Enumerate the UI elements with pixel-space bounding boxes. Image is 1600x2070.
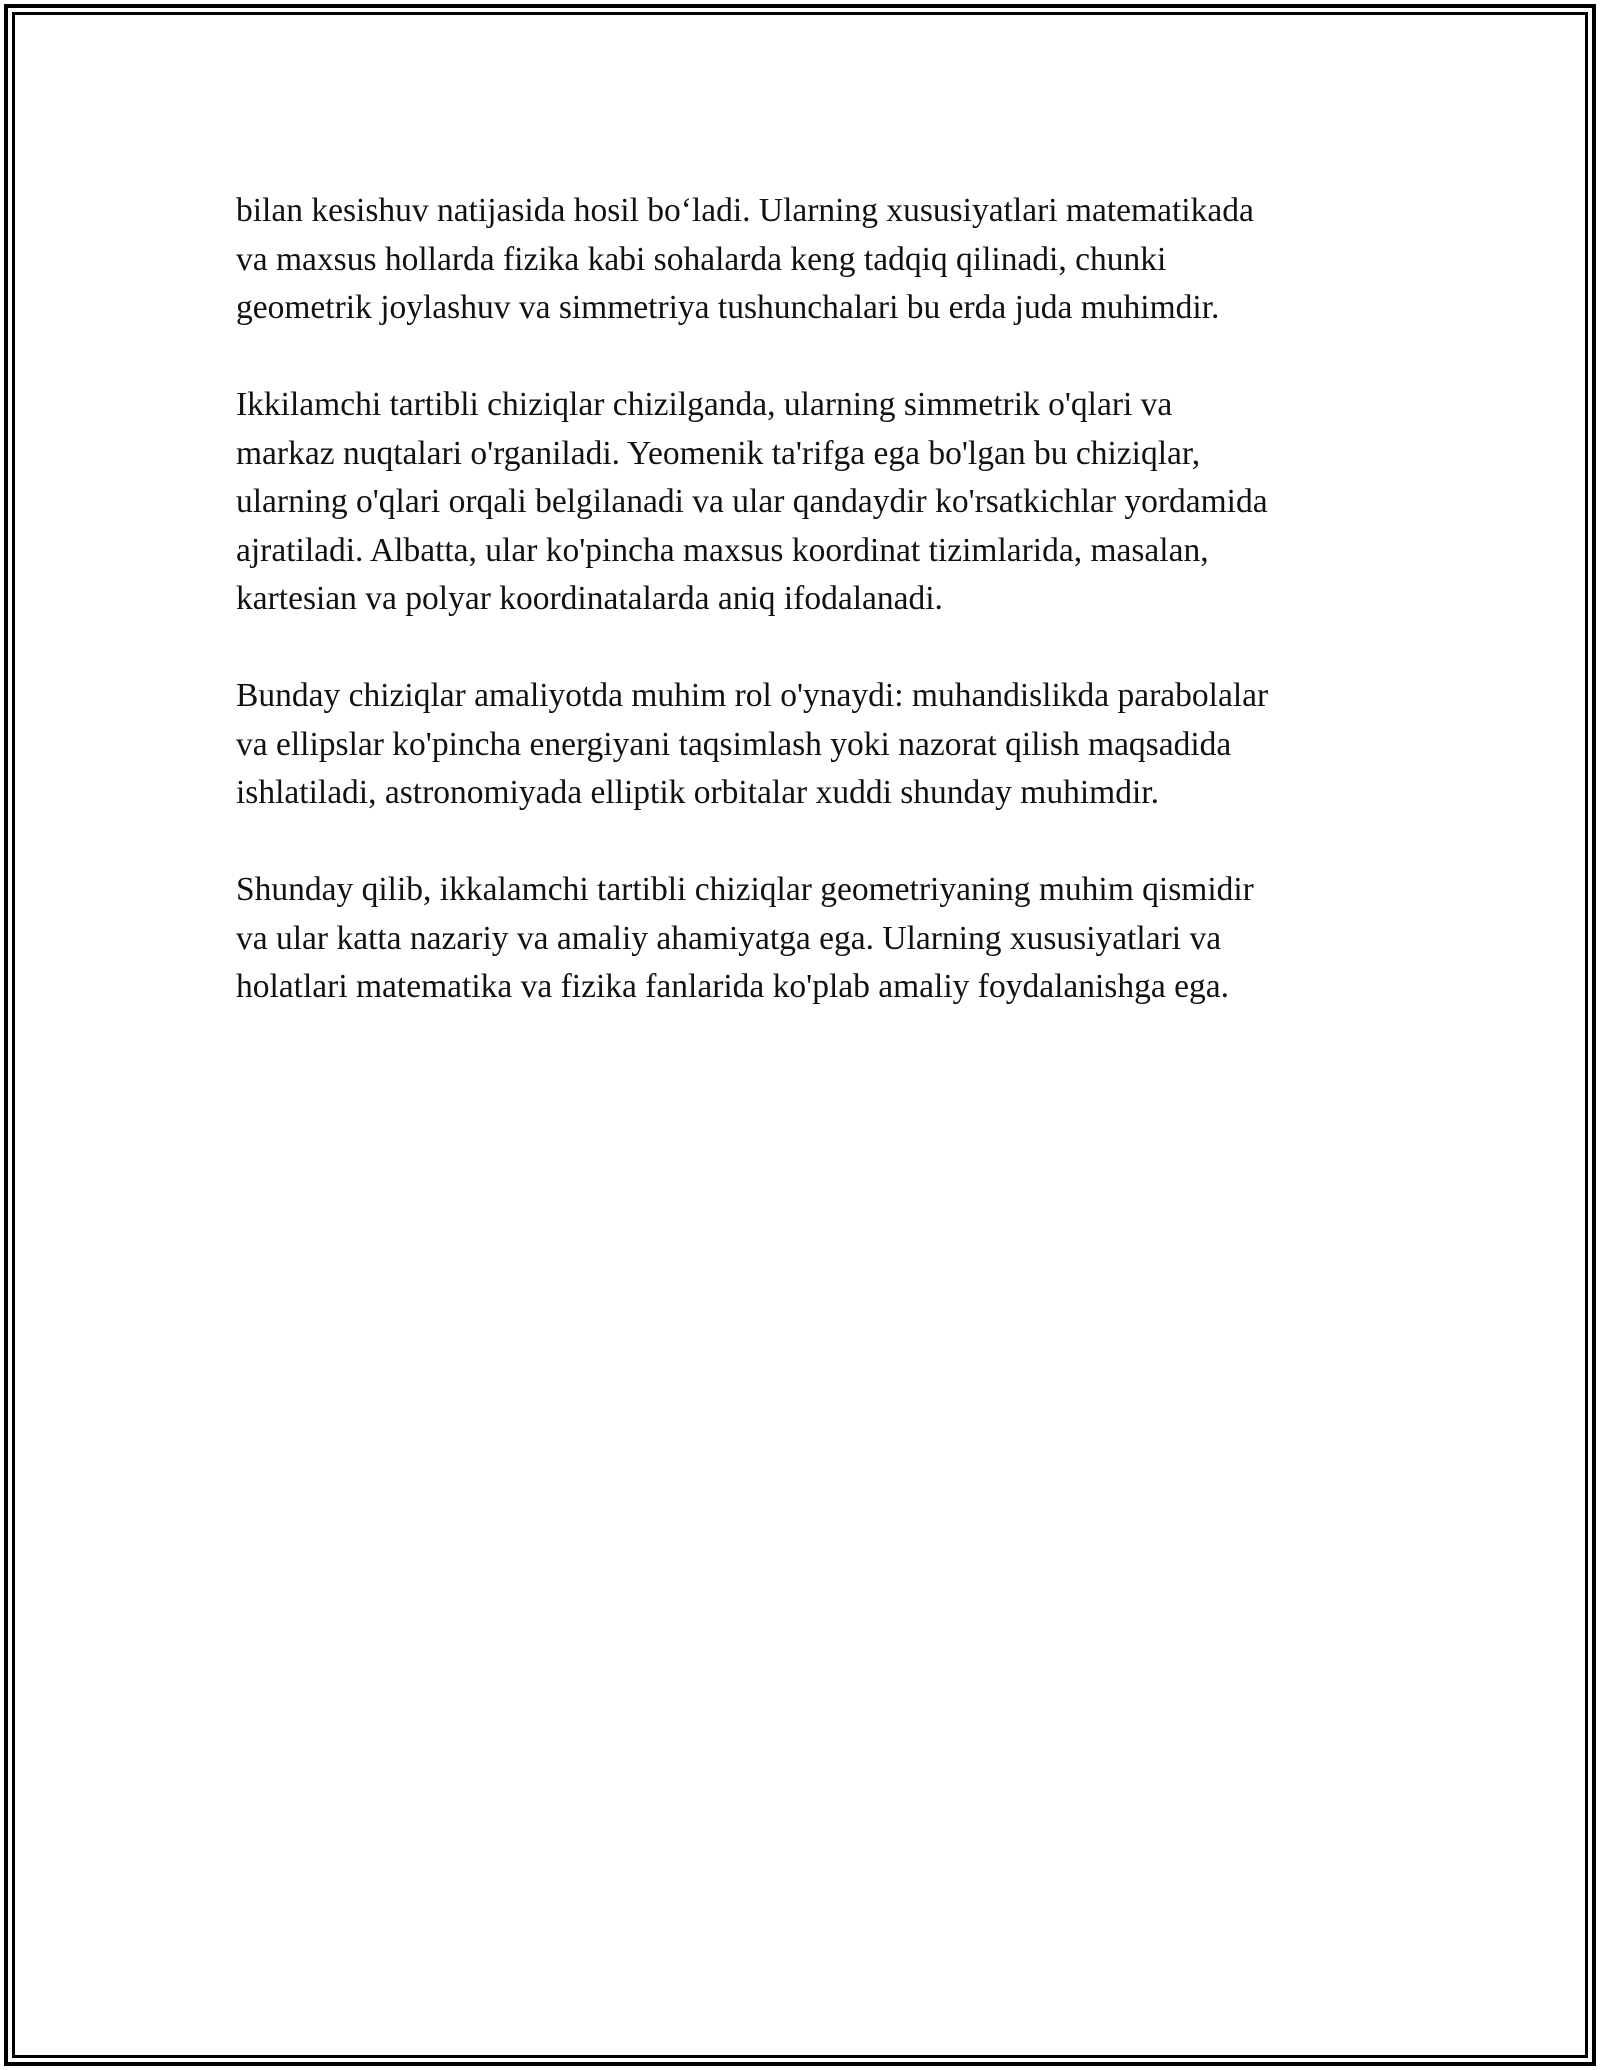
text-line: Shunday qilib, ikkalamchi tartibli chiziqlar geometriyaning muhim qismidir <box>236 871 1254 908</box>
text-line: holatlari matematika va fizika fanlarida ko'plab amaliy foydalanishga ega. <box>236 968 1229 1005</box>
text-line: va maxsus hollarda fizika kabi sohalarda keng tadqiq qilinadi, chunki <box>236 240 1167 278</box>
document-body <box>236 187 1396 1060</box>
paragraph-4 <box>236 866 1396 1012</box>
text-line: va ellipslar ko'pincha energiyani taqsimlash yoki nazorat qilish maqsadida <box>236 725 1232 763</box>
text-line: ishlatiladi, astronomiyada elliptik orbitalar xuddi shunday muhimdir. <box>236 774 1159 811</box>
paragraph-3 <box>236 672 1396 818</box>
text-line: bilan kesishuv natijasida hosil bo‘ladi. Ularning xususiyatlari matematikada <box>236 192 1254 229</box>
text-line: ularning o'qlari orqali belgilanadi va ular qandaydir ko'rsatkichlar yordamida <box>236 483 1268 520</box>
paragraph-2 <box>236 381 1396 624</box>
text-line: kartesian va polyar koordinatalarda aniq ifodalanadi. <box>236 580 943 617</box>
text-line: va ular katta nazariy va amaliy ahamiyatga ega. Ularning xususiyatlari va <box>236 919 1222 957</box>
paragraph-1 <box>236 187 1396 333</box>
text-line: ajratiladi. Albatta, ular ko'pincha maxsus koordinat tizimlarida, masalan, <box>236 531 1209 569</box>
text-line: Ikkilamchi tartibli chiziqlar chizilganda, ularning simmetrik o'qlari va <box>236 386 1173 423</box>
text-line: markaz nuqtalari o'rganiladi. Yeomenik ta'rifga ega bo'lgan bu chiziqlar, <box>236 434 1201 472</box>
text-line: Bunday chiziqlar amaliyotda muhim rol o'ynaydi: muhandislikda parabolalar <box>236 677 1269 714</box>
text-line: geometrik joylashuv va simmetriya tushunchalari bu erda juda muhimdir. <box>236 289 1220 326</box>
